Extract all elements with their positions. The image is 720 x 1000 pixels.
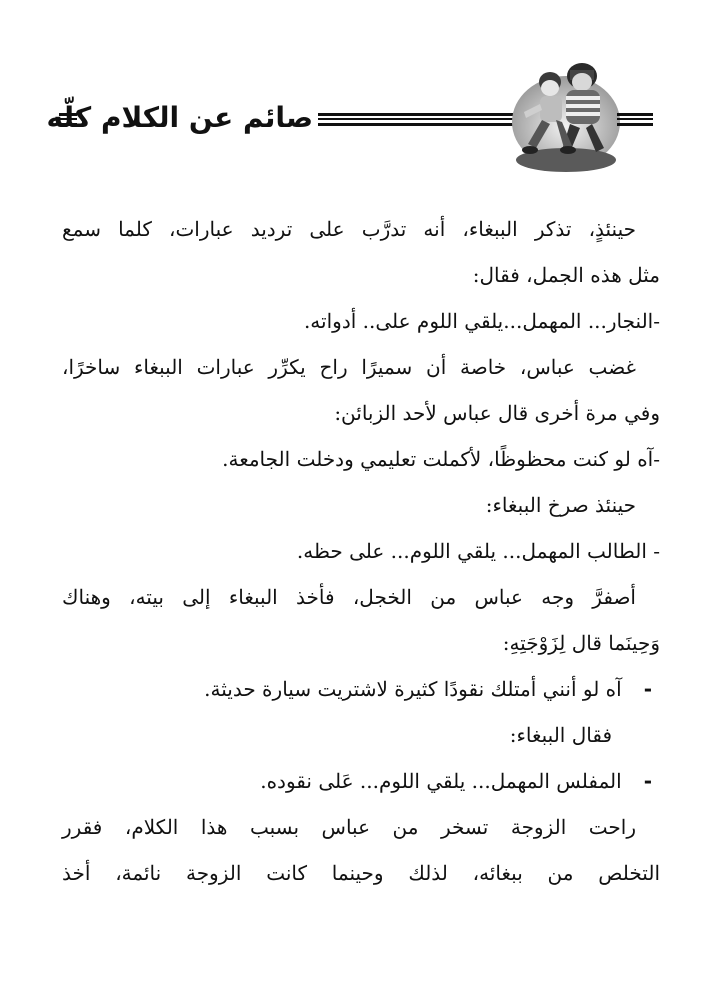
- story-line: التخلص من ببغائه، لذلك وحينما كانت الزوجة نائمة، أخذ: [62, 861, 660, 885]
- bullet-marker: -: [643, 677, 652, 701]
- dialogue-text: المفلس المهمل... يلقي اللوم... عَلى نقوده.: [260, 769, 622, 793]
- bullet-marker: -: [643, 769, 652, 793]
- dialogue-text: آه لو أنني أمتلك نقودًا كثيرة لاشتريت سيارة حديثة.: [204, 677, 622, 701]
- dialogue-line: [62, 666, 660, 712]
- thieves-cartoon-icon: [510, 60, 622, 172]
- story-line: -آه لو كنت محظوظًا، لأكملت تعليمي ودخلت الجامعة.: [222, 447, 660, 471]
- story-line: فقال الببغاء:: [509, 723, 612, 747]
- story-line: مثل هذه الجمل، فقال:: [472, 263, 660, 287]
- story-line: غضب عباس، خاصة أن سميرًا راح يكرِّر عبارات الببغاء ساخرًا،: [62, 355, 636, 379]
- story-line: - الطالب المهمل... يلقي اللوم... على حظه.: [296, 539, 660, 563]
- story-text: [62, 206, 660, 896]
- story-line: حينئذٍ، تذكر الببغاء، أنه تدرَّب على ترديد عبارات، كلما سمع: [62, 217, 636, 241]
- story-line: وَحِينَما قال لِزَوْجَتِهِ:: [502, 631, 660, 655]
- header-rule-right: [617, 113, 653, 126]
- story-line: أصفرَّ وجه عباس من الخجل، فأخذ الببغاء إلى بيته، وهناك: [62, 585, 636, 609]
- chapter-header: [46, 68, 655, 178]
- chapter-title: صائم عن الكلام كلّه: [46, 101, 313, 134]
- story-line: -النجار... المهمل...يلقي اللوم على.. أدواته.: [303, 309, 660, 333]
- story-line: وفي مرة أخرى قال عباس لأحد الزبائن:: [334, 401, 660, 425]
- story-line: حينئذ صرخ الببغاء:: [485, 493, 636, 517]
- dialogue-line: [62, 758, 660, 804]
- story-line: راحت الزوجة تسخر من عباس بسبب هذا الكلام، فقرر: [62, 815, 636, 839]
